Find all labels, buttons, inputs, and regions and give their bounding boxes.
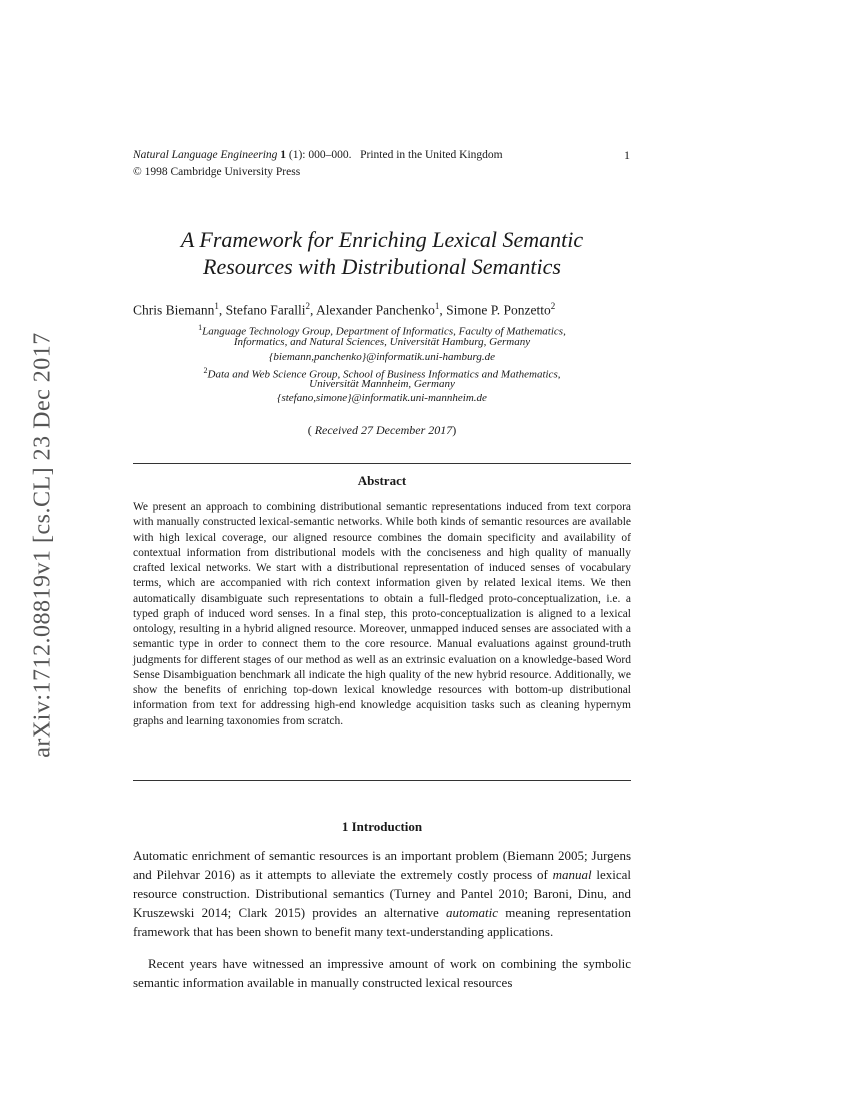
author-name: Alexander Panchenko (316, 302, 435, 318)
received-date: ( Received 27 December 2017) (307, 423, 457, 437)
affiliation-1-line-2: Informatics, and Natural Sciences, Universität Hamburg, Germany (233, 336, 531, 348)
journal-volume: 1 (280, 149, 287, 161)
paper-title-line-2: Resources with Distributional Semantics (203, 254, 561, 279)
affiliation-1-email: {biemann,panchenko}@informatik.uni-hamburg.de (269, 351, 495, 363)
author-name: Chris Biemann (133, 302, 215, 318)
affiliation-2-email: {stefano,simone}@informatik.uni-mannheim.de (277, 392, 487, 404)
emphasis-automatic: automatic (446, 905, 499, 920)
journal-issue-pages: (1): 000–000. (286, 149, 352, 161)
abstract-text: We present an approach to combining distributional semantic representations induced from text corpora with manually constructed lexical-semantic networks. While both kinds of semantic resources are available with high lexical coverage, our aligned resource combines the domain specificity and availability of contextual information from distributional models with the conciseness and high quality of manually crafted lexical networks. We start with a distributional representation of induced senses of vocabulary terms, which are accompanied with rich context information given by related lexical items. We then automatically disambiguate such representations to obtain a full-fledged proto-conceptualization, i.e. a typed graph of induced word senses. In a final step, this proto-conceptualization is aligned to a lexical ontology, resulting in a hybrid aligned resource. Moreover, unmapped induced senses are associated with a semantic type in order to connect them to the core resource. Manual evaluations against ground-truth judgments for different stages of our method as well as an extrinsic evaluation on a knowledge-based Word Sense Disambiguation benchmark all indicate the high quality of the new hybrid resource. Additionally, we show the benefits of enriching top-down lexical knowledge resources with bottom-up distributional information from text for addressing high-end knowledge acquisition tasks such as cleaning hypernym graphs and learning taxonomies from scratch. (133, 501, 631, 727)
affiliation-mark: 1 (198, 323, 203, 332)
paper-title-line-1: A Framework for Enriching Lexical Semantic (180, 227, 584, 252)
author-name: Stefano Faralli (225, 302, 306, 318)
emphasis-manual: manual (552, 867, 592, 882)
section-heading-introduction: 1 Introduction (341, 819, 423, 834)
author-affiliation-mark: 1 (214, 301, 219, 311)
journal-header (133, 149, 503, 161)
printed-in: Printed in the United Kingdom (360, 149, 503, 161)
author-affiliation-mark: 1 (434, 301, 440, 311)
affiliation-2-line-1: $^2$Data and Web Science Group, School of Business Informatics and Mathematics, (203, 366, 561, 381)
affiliation-1-line-1: $^1$Language Technology Group, Department of Informatics, Faculty of Mathematics, (198, 323, 566, 338)
abstract-bottom-rule (133, 780, 631, 781)
intro-paragraph-2: Recent years have witnessed an impressive amount of work on combining the symbolic semantic information available in manually constructed lexical resources (133, 956, 631, 990)
author-affiliation-mark: 2 (305, 301, 310, 311)
page-number: 1 (624, 148, 630, 162)
abstract-top-rule (133, 463, 631, 464)
affiliation-mark: 2 (203, 366, 208, 375)
arxiv-identifier-stamp: arXiv:1712.08819v1 [cs.CL] 23 Dec 2017 (29, 332, 56, 758)
journal-name: Natural Language Engineering (133, 149, 278, 161)
copyright-notice: © 1998 Cambridge University Press (133, 166, 301, 178)
intro-paragraph-1: Automatic enrichment of semantic resources is an important problem (Biemann 2005; Jurgens and Pilehvar 2016) as it attempts to alleviate the extremely costly process of manual lexical resource construction. Distributional semantics (Turney and Pantel 2010; Baroni, Dinu, and Kruszewski 2014; Clark 2015) provides an alternative automatic meaning representation framework that has been shown to benefit many text-understanding applications. (133, 848, 631, 939)
abstract-heading: Abstract (357, 473, 407, 488)
received-text: Received 27 December 2017 (314, 423, 453, 437)
author-affiliation-mark: 2 (550, 301, 556, 311)
author-name: Simone P. Ponzetto (446, 302, 551, 318)
author-list: Chris Biemann$^1$, Stefano Faralli$^2$, Alexander Panchenko$^1$, Simone P. Ponzetto$^2$ (133, 301, 556, 318)
affiliation-2-line-2: Universität Mannheim, Germany (309, 378, 455, 390)
